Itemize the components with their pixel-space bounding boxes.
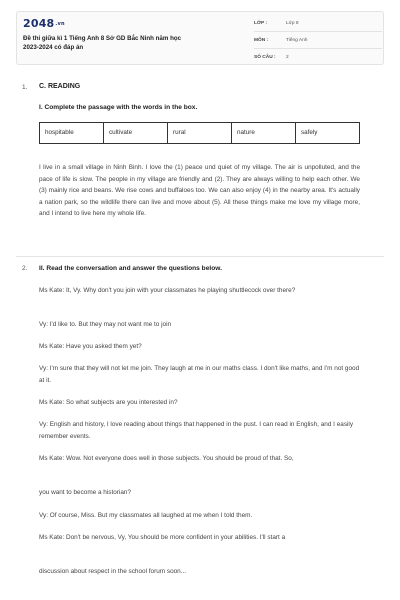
site-logo[interactable] xyxy=(23,17,65,30)
word-box-cell: cultivate xyxy=(104,123,168,143)
logo-text: 2048 xyxy=(23,17,55,30)
instruction-1: I. Complete the passage with the words in the box. xyxy=(39,104,198,111)
meta-label-question-count: SỐ CÂU : xyxy=(254,54,276,60)
dialogue-line: discussion about respect in the school forum soon... xyxy=(39,568,187,575)
meta-value-subject: Tiếng Anh xyxy=(286,37,308,43)
exam-title-line2: 2023-2024 có đáp án xyxy=(23,44,84,51)
meta-row-subject xyxy=(254,32,382,49)
word-box-cell: hospitable xyxy=(40,123,104,143)
word-box-cell: nature xyxy=(232,123,296,143)
dialogue-line: Ms Kate: Don't be nervous, Vy, You should be more confident in your abilities. I'll start a xyxy=(39,534,286,541)
dialogue-line: Vy: I'm sure that they will not let me join. They laugh at me in our maths class. I don't like maths, and I'm not good at it. xyxy=(39,365,360,384)
section-title-reading: C. READING xyxy=(39,83,81,90)
exam-title-line1: Đề thi giữa kì 1 Tiếng Anh 8 Sở GD Bắc Ninh năm học xyxy=(23,35,182,42)
section-divider xyxy=(16,256,384,257)
meta-value-class: Lớp 8 xyxy=(286,20,299,26)
exam-title xyxy=(23,34,253,52)
dialogue-line: Ms Kate: It, Vy. Why don't you join with your classmates he playing shuttlecock over there? xyxy=(39,287,296,294)
meta-row-class xyxy=(254,15,382,32)
dialogue-line: Ms Kate: Wow. Not everyone does well in those subjects. You should be proud of that. So, xyxy=(39,455,294,462)
dialogue-line: Ms Kate: Have you asked them yet? xyxy=(39,343,142,350)
dialogue-line: Vy: Of course, Miss. But my classmates all laughed at me when I told them. xyxy=(39,512,253,519)
instruction-2: II. Read the conversation and answer the questions below. xyxy=(39,265,222,272)
meta-label-class: LỚP : xyxy=(254,20,268,26)
question-number-2: 2. xyxy=(22,265,28,272)
meta-label-subject: MÔN : xyxy=(254,37,269,43)
dialogue-line: you want to become a historian? xyxy=(39,489,132,496)
reading-passage: I live in a small village in Ninh Binh. I love the (1) peace und quiet of my village. The air is unpolluted, and the pace of life is slow. The people in my village are friendly and (2). They are always willing to help each other. We (3) mainly rice and beans. We rise cows and buffaloes too. We can also enjoy (4) in the nearby area. It's actually a nation park, so the wildlife there can live and move about (5). All these things make me love my village more, and I intend to live here my whole life. xyxy=(39,164,360,218)
logo-suffix: .vn xyxy=(55,21,65,27)
exam-meta xyxy=(254,15,382,65)
question-number-1: 1. xyxy=(22,84,28,91)
dialogue-line: Ms Kate: So what subjects are you interested in? xyxy=(39,399,178,406)
word-box-cell: rural xyxy=(168,123,232,143)
dialogue-line: Vy: English and history, I love reading about things that happened in the pust. I can read in English, and I easily remember events. xyxy=(39,421,354,440)
word-box xyxy=(39,122,360,144)
meta-row-question-count xyxy=(254,49,382,65)
exam-header xyxy=(16,11,384,65)
word-box-cell: safely xyxy=(301,129,318,136)
dialogue-line: Vy: I'd like to. But they may not want me to join xyxy=(39,321,172,328)
meta-value-question-count: 2 xyxy=(286,54,289,60)
